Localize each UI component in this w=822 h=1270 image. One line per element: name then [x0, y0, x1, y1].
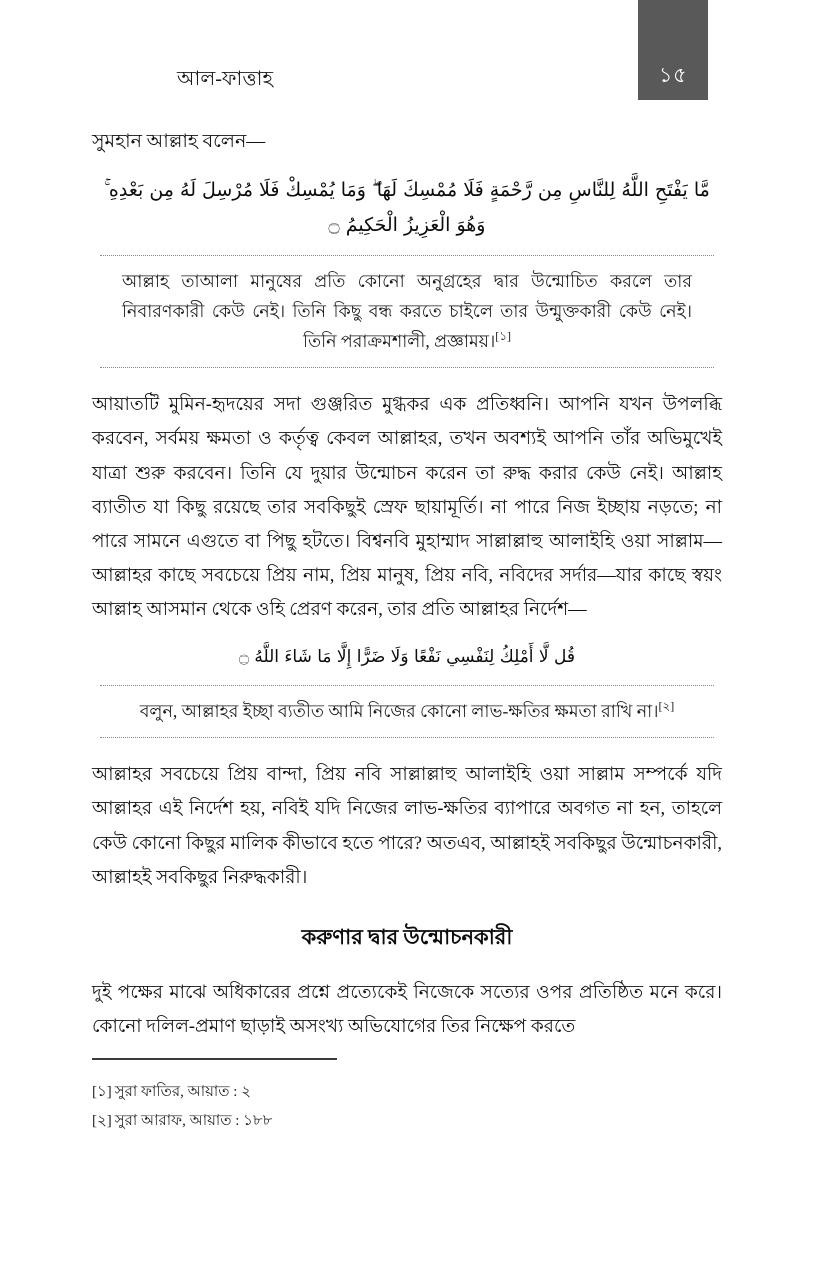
translation-block-1 [100, 255, 714, 368]
footnote-marker: [২] [92, 1112, 112, 1129]
body-paragraph-3: দুই পক্ষের মাঝে অধিকারের প্রশ্নে প্রত্যেকেই নিজেকে সত্যের ওপর প্রতিষ্ঠিত মনে করে। কোনো দলিল-প্রমাণ ছাড়াই অসংখ্য অভিযোগের তির নিক্ষেপ করতে [92, 983, 722, 1038]
page-number: ১৫ [658, 63, 688, 87]
page-number-box [638, 0, 708, 100]
translation-text-2: বলুন, আল্লাহর ইচ্ছা ব্যতীত আমি নিজের কোনো লাভ-ক্ষতির ক্ষমতা রাখি না। [139, 701, 659, 722]
footnote-ref-1: [১] [495, 329, 512, 344]
running-header [0, 64, 638, 97]
footnote-item [92, 1078, 722, 1107]
section-heading: করুণার দ্বার উন্মোচনকারী [301, 925, 513, 949]
translation-text-1: আল্লাহ তাআলা মানুষের প্রতি কোনো অনুগ্রহের দ্বার উন্মোচিত করলে তার নিবারণকারী কেউ নেই। তিনি কিছু বন্ধ করতে চাইলে তার উন্মুক্তকারী কেউ নেই। তিনি পরাক্রমশালী, প্রজ্ঞাময়। [122, 270, 692, 351]
quran-verse-1: مَّا يَفْتَحِ اللَّهُ لِلنَّاسِ مِن رَّحْمَةٍ فَلَا مُمْسِكَ لَهَا ۖ وَمَا يُمْسِكْ فَلَا مُرْسِلَ لَهُ مِن بَعْدِهِ ۚ وَهُوَ الْعَزِيزُ الْحَكِيمُ ۝ [104, 178, 710, 236]
footnote-marker: [১] [92, 1084, 112, 1100]
translation-block-2 [100, 685, 714, 738]
footnote-area [92, 1058, 722, 1135]
body-paragraph-1: আয়াতটি মুমিন-হৃদয়ের সদা গুঞ্জরিত মুগ্ধকর এক প্রতিধ্বনি। আপনি যখন উপলব্ধি করবেন, সর্বময় ক্ষমতা ও কর্তৃত্ব কেবল আল্লাহর, তখন অবশ্যই আপনি তাঁর অভিমুখেই যাত্রা শুরু করবেন। তিনি যে দুয়ার উন্মোচন করেন তা রুদ্ধ করার কেউ নেই। আল্লাহ ব্যাতীত যা কিছু রয়েছে তার সবকিছুই স্রেফ ছায়ামূর্তি। না পারে নিজ ইচ্ছায় নড়তে; না পারে সামনে এগুতে বা পিছু হটতে। বিশ্বনবি মুহাম্মাদ সাল্লাল্লাহু আলাইহি ওয়া সাল্লাম—আল্লাহর কাছে সবচেয়ে প্রিয় নাম, প্রিয় মানুষ, প্রিয় নবি, নবিদের সর্দার—যার কাছে স্বয়ং আল্লাহ আসমান থেকে ওহি প্রেরণ করেন, তার প্রতি আল্লাহর নির্দেশ— [92, 395, 722, 621]
footnote-item [92, 1107, 722, 1136]
running-header-title: আল-ফাত্তাহ [177, 68, 273, 90]
quran-verse-2: قُل لَّا أَمْلِكُ لِنَفْسِي نَفْعًا وَلَا ضَرًّا إِلَّا مَا شَاءَ اللَّهُ ۝ [238, 646, 576, 667]
lead-line: সুমহান আল্লাহ বলেন— [92, 131, 266, 152]
footnote-ref-2: [২] [658, 699, 675, 714]
content-column [92, 128, 722, 1044]
footnote-separator-rule [92, 1058, 337, 1060]
body-paragraph-2: আল্লাহর সবচেয়ে প্রিয় বান্দা, প্রিয় নবি সাল্লাল্লাহু আলাইহি ওয়া সাল্লাম সম্পর্কে যদি আল্লাহর এই নির্দেশ হয়, নবিই যদি নিজের লাভ-ক্ষতির ব্যাপারে অবগত না হন, তাহলে কেউ কোনো কিছুর মালিক কীভাবে হতে পারে? অতএব, আল্লাহই সবকিছুর উন্মোচনকারী, আল্লাহই সবকিছুর নিরুদ্ধকারী। [92, 765, 722, 888]
footnote-text: সুরা আরাফ, আয়াত : ১৮৮ [114, 1112, 273, 1129]
footnote-text: সুরা ফাতির, আয়াত : ২ [114, 1084, 251, 1100]
